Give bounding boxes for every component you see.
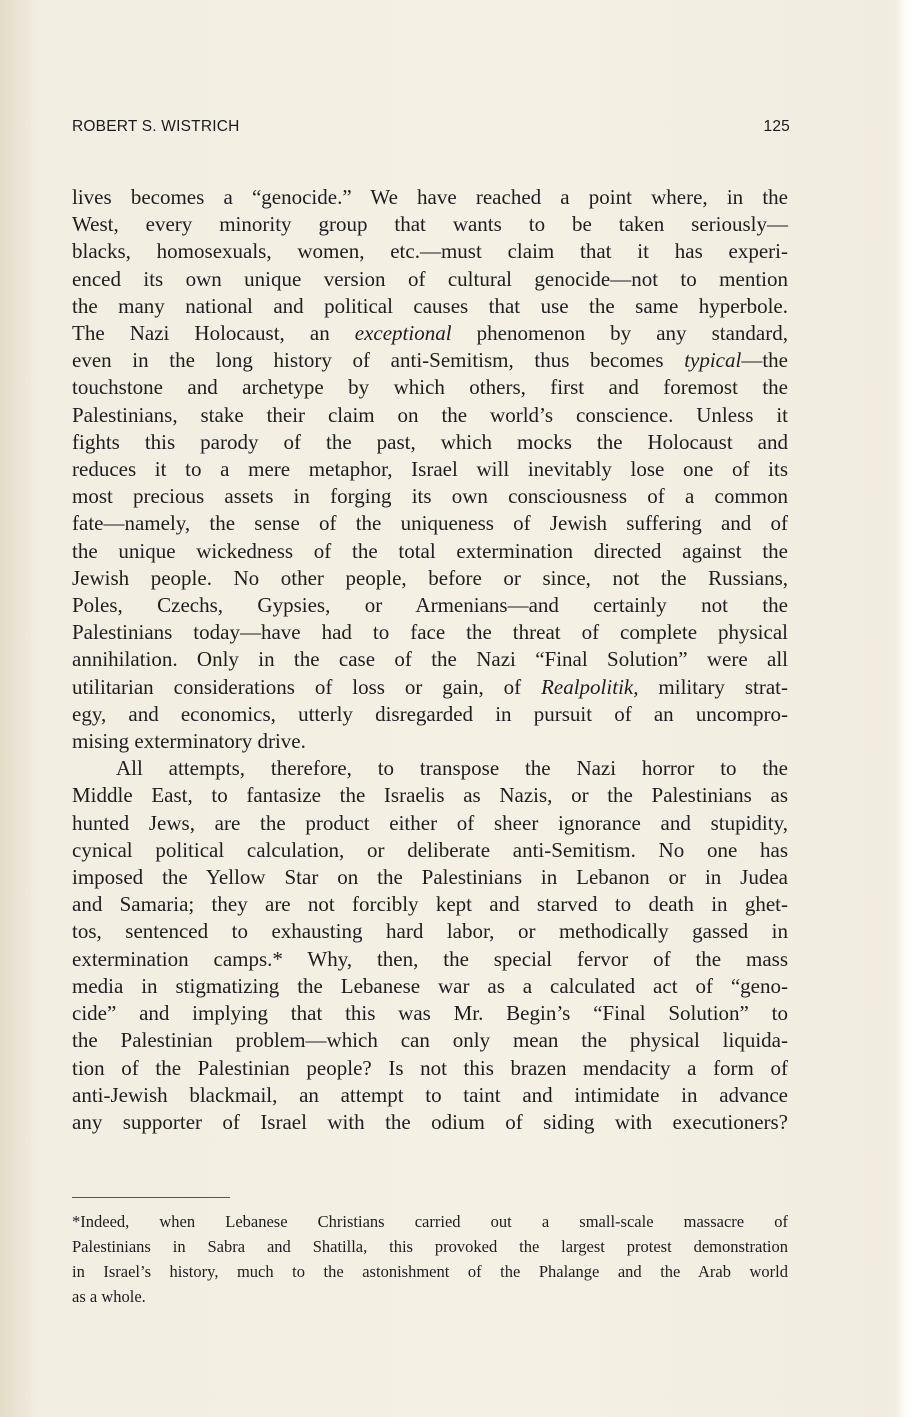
- text-line: fights this parody of the past, which mocks the Holocaust and: [72, 429, 788, 454]
- text-line: extermination camps.* Why, then, the special fervor of the mass: [72, 946, 788, 971]
- text-line: most precious assets in forging its own consciousness of a common: [72, 484, 788, 509]
- footnote-line: in Israel’s history, much to the astonishment of the Phalange and the Arab world: [72, 1262, 788, 1281]
- text-line: All attempts, therefore, to transpose the Nazi horror to the: [116, 756, 788, 781]
- text-line: cynical political calculation, or deliberate anti-Semitism. No one has: [72, 837, 788, 862]
- text-line: the many national and political causes that use the same hyperbole.: [72, 293, 788, 318]
- emphasis-realpolitik: Realpolitik,: [541, 674, 639, 699]
- text-line: touchstone and archetype by which others, first and foremost the: [72, 375, 788, 400]
- footnote: [72, 1209, 788, 1309]
- text-line: Palestinians, stake their claim on the world’s conscience. Unless it: [72, 402, 788, 427]
- paragraph-2: [72, 755, 788, 1136]
- text-line: [72, 347, 788, 374]
- text-line: lives becomes a “genocide.” We have reached a point where, in the: [72, 185, 788, 209]
- text-line: tion of the Palestinian people? Is not this brazen mendacity a form of: [72, 1055, 788, 1080]
- text-line: Poles, Czechs, Gypsies, or Armenians—and certainly not the: [72, 593, 788, 618]
- text-run: phenomenon by any standard,: [451, 321, 788, 346]
- footnote-line: Palestinians in Sabra and Shatilla, this provoked the largest protest demonstration: [72, 1237, 788, 1256]
- text-run: military strat-: [638, 674, 788, 699]
- footnote-rule: [72, 1197, 230, 1198]
- text-line: anti-Jewish blackmail, an attempt to taint and intimidate in advance: [72, 1082, 788, 1107]
- text-line: mising exterminatory drive.: [72, 729, 306, 754]
- text-line: blacks, homosexuals, women, etc.—must claim that it has experi-: [72, 239, 788, 264]
- text-line: tos, sentenced to exhausting hard labor, or methodically gassed in: [72, 919, 788, 944]
- text-run: utilitarian considerations of loss or gain, of: [72, 674, 542, 699]
- text-run: —the: [741, 348, 788, 373]
- text-line: Palestinians today—have had to face the threat of complete physical: [72, 620, 788, 645]
- paragraph-1: [72, 184, 788, 755]
- text-line: egy, and economics, utterly disregarded in pursuit of an uncompro-: [72, 701, 788, 726]
- text-line: the Palestinian problem—which can only mean the physical liquida-: [72, 1028, 788, 1053]
- text-line: imposed the Yellow Star on the Palestinians in Lebanon or in Judea: [72, 865, 788, 890]
- text-line: Jewish people. No other people, before or since, not the Russians,: [72, 565, 788, 590]
- emphasis-typical: typical: [684, 348, 742, 373]
- body-text: [72, 184, 788, 1136]
- text-line: Middle East, to fantasize the Israelis as Nazis, or the Palestinians as: [72, 783, 788, 808]
- text-line: [72, 674, 788, 701]
- text-run: even in the long history of anti-Semitism, thus becomes: [72, 348, 685, 373]
- text-line: and Samaria; they are not forcibly kept and starved to death in ghet-: [72, 892, 788, 917]
- page-edge: [895, 0, 913, 1417]
- page-number: 125: [763, 118, 790, 135]
- text-line: any supporter of Israel with the odium of siding with executioners?: [72, 1109, 788, 1134]
- text-line: hunted Jews, are the product either of sheer ignorance and stupidity,: [72, 810, 788, 835]
- running-header-author: ROBERT S. WISTRICH: [72, 118, 240, 135]
- text-line: fate—namely, the sense of the uniqueness of Jewish suffering and of: [72, 511, 788, 536]
- text-line: the unique wickedness of the total extermination directed against the: [72, 538, 788, 563]
- text-line: [72, 320, 788, 347]
- text-line: reduces it to a mere metaphor, Israel will inevitably lose one of its: [72, 457, 788, 482]
- text-line: West, every minority group that wants to be taken seriously—: [72, 212, 788, 237]
- text-line: cide” and implying that this was Mr. Begin’s “Final Solution” to: [72, 1001, 788, 1026]
- footnote-line: *Indeed, when Lebanese Christians carried out a small-scale massacre of: [72, 1212, 788, 1231]
- footnote-line: as a whole.: [72, 1287, 146, 1306]
- text-line: annihilation. Only in the case of the Nazi “Final Solution” were all: [72, 647, 788, 672]
- text-line: media in stigmatizing the Lebanese war as a calculated act of “geno-: [72, 973, 788, 998]
- text-line: enced its own unique version of cultural genocide—not to mention: [72, 266, 788, 291]
- text-run: The Nazi Holocaust, an: [72, 321, 355, 346]
- emphasis-exceptional: exceptional: [354, 321, 452, 346]
